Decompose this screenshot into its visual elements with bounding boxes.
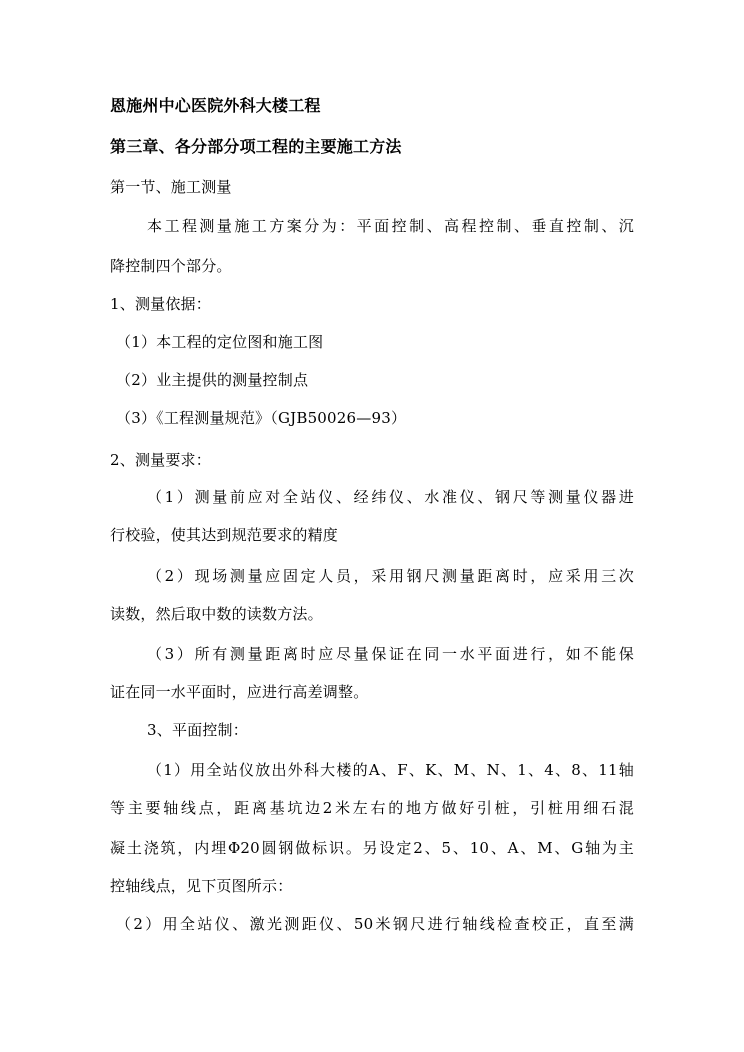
requirement-2-line-1: （2）现场测量应固定人员，采用钢尺测量距离时，应采用三次 [147,567,634,585]
basis-heading: 1、测量依据： [110,295,211,313]
requirements-heading: 2、测量要求： [110,451,211,469]
requirement-3-line-2: 证在同一水平面时，应进行高差调整。 [110,683,369,701]
plane-control-heading: 3、平面控制： [147,721,248,739]
plane-control-1-line-1: （1）用全站仪放出外科大楼的A、F、K、M、N、1、4、8、11轴 [147,761,634,779]
plane-control-1-line-2: 等主要轴线点，距离基坑边2米左右的地方做好引桩，引桩用细石混 [110,799,634,817]
basis-item: （2）业主提供的测量控制点 [116,371,309,389]
requirement-1-line-1: （1）测量前应对全站仪、经纬仪、水准仪、钢尺等测量仪器进 [147,488,634,506]
plane-control-1-line-3: 凝土浇筑，内埋Φ20圆钢做标识。另设定2、5、10、A、M、G轴为主 [110,839,634,857]
plane-control-2-line-1: （2）用全站仪、激光测距仪、50米钢尺进行轴线检查校正，直至满 [116,915,634,933]
chapter-title: 第三章、各分部分项工程的主要施工方法 [110,137,402,156]
project-title: 恩施州中心医院外科大楼工程 [110,96,321,115]
plane-control-1-line-4: 控轴线点，见下页图所示： [110,877,293,895]
basis-item: （1）本工程的定位图和施工图 [116,333,324,351]
basis-item: （3）《工程测量规范》（GJB50026—93） [116,409,407,427]
intro-paragraph-line-1: 本工程测量施工方案分为：平面控制、高程控制、垂直控制、沉 [147,217,634,235]
requirement-1-line-2: 行校验，使其达到规范要求的精度 [110,526,339,544]
requirement-3-line-1: （3）所有测量距离时应尽量保证在同一水平面进行，如不能保 [147,645,634,663]
intro-paragraph-line-2: 降控制四个部分。 [110,257,232,275]
section-title: 第一节、施工测量 [110,178,232,196]
requirement-2-line-2: 读数，然后取中数的读数方法。 [110,605,323,623]
